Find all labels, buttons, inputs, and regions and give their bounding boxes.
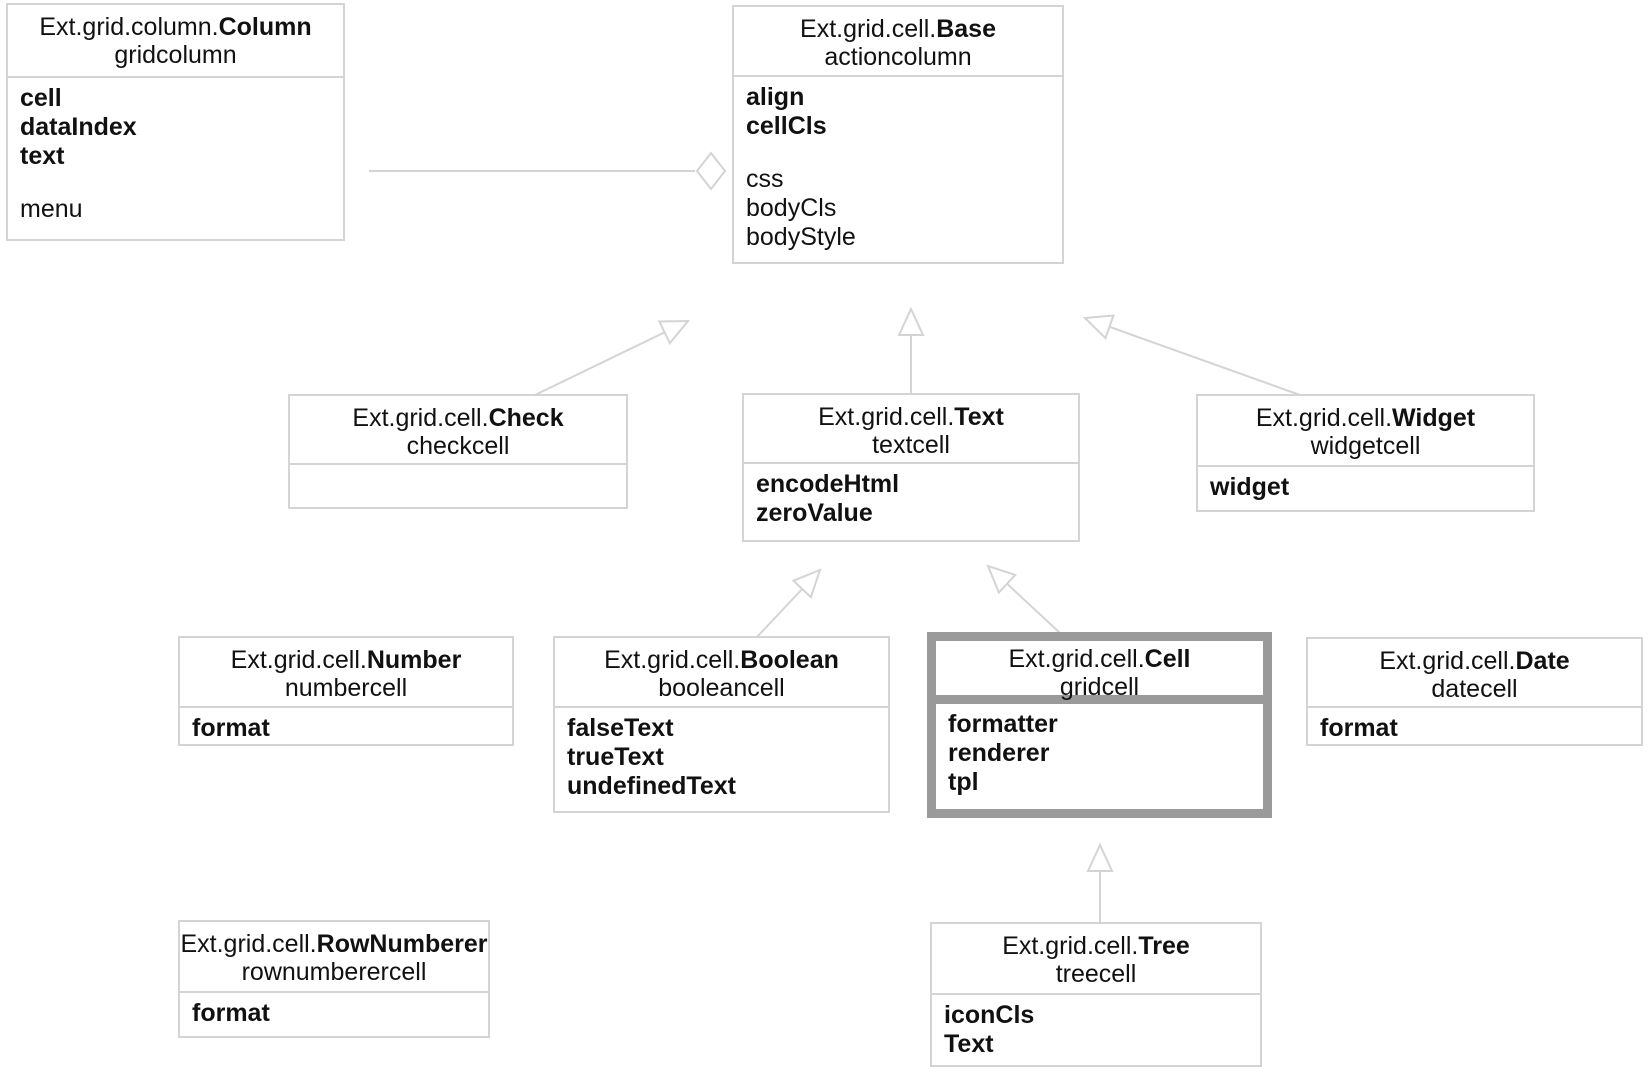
class-title — [932, 932, 1260, 960]
class-box-base[interactable] — [732, 5, 1064, 264]
class-name: Date — [1515, 647, 1570, 675]
class-title — [180, 930, 488, 958]
class-header — [744, 395, 1078, 464]
member-gap — [746, 141, 1052, 165]
member-text[interactable]: text — [20, 142, 65, 170]
class-xtype: datecell — [1431, 675, 1518, 703]
class-box-column[interactable] — [6, 3, 345, 241]
class-name: Cell — [1144, 645, 1191, 673]
class-title — [180, 646, 512, 674]
member-format[interactable]: format — [192, 714, 270, 742]
inheritance-arrow-cell-text — [988, 566, 1060, 633]
inheritance-arrow-boolean-text — [757, 570, 820, 637]
class-namespace: Ext.grid.cell. — [352, 404, 489, 432]
class-header — [936, 641, 1263, 704]
class-title — [734, 15, 1062, 43]
class-header — [932, 924, 1260, 995]
member-dataindex[interactable]: dataIndex — [20, 113, 137, 141]
class-xtype: textcell — [872, 431, 950, 459]
class-box-widget[interactable] — [1196, 394, 1535, 512]
class-namespace: Ext.grid.cell. — [818, 403, 955, 431]
class-members — [555, 708, 888, 801]
class-header — [180, 638, 512, 708]
class-box-date[interactable] — [1306, 637, 1643, 746]
class-name: RowNumberer — [316, 930, 488, 958]
class-members — [1308, 708, 1641, 743]
class-header — [290, 396, 626, 465]
class-namespace: Ext.grid.cell. — [1255, 404, 1393, 432]
class-title — [555, 646, 888, 674]
class-name: Base — [936, 15, 996, 43]
class-name: Number — [366, 646, 462, 674]
member-falsetext[interactable]: falseText — [567, 714, 674, 742]
class-members — [180, 993, 488, 1028]
member-encodehtml[interactable]: encodeHtml — [756, 470, 900, 498]
class-name: Widget — [1392, 404, 1476, 432]
class-title — [1198, 404, 1533, 432]
inheritance-arrow-widget-base — [1085, 318, 1300, 395]
class-xtype: widgetcell — [1310, 432, 1421, 460]
class-members — [8, 78, 343, 224]
class-xtype: checkcell — [406, 432, 510, 460]
member-tpl[interactable]: tpl — [948, 768, 979, 796]
member-iconcls[interactable]: iconCls — [944, 1001, 1035, 1029]
class-xtype: booleancell — [658, 674, 785, 702]
member-bodystyle[interactable]: bodyStyle — [746, 223, 856, 251]
member-undefinedtext[interactable]: undefinedText — [567, 772, 736, 800]
class-xtype: rownumberercell — [241, 958, 427, 986]
class-title — [8, 13, 343, 41]
class-xtype: numbercell — [284, 674, 408, 702]
member-bodycls[interactable]: bodyCls — [746, 194, 837, 222]
member-menu[interactable]: menu — [20, 195, 83, 223]
class-namespace: Ext.grid.column. — [39, 13, 219, 41]
class-box-boolean[interactable] — [553, 636, 890, 813]
class-header — [1308, 639, 1641, 708]
member-truetext[interactable]: trueText — [567, 743, 664, 771]
member-widget[interactable]: widget — [1210, 473, 1290, 501]
class-namespace: Ext.grid.cell. — [1008, 645, 1145, 673]
class-members — [290, 465, 626, 471]
class-namespace: Ext.grid.cell. — [230, 646, 367, 674]
class-members — [1198, 467, 1533, 502]
class-members — [932, 995, 1260, 1059]
class-namespace: Ext.grid.cell. — [1379, 647, 1516, 675]
class-members — [936, 704, 1263, 797]
class-members — [744, 464, 1078, 528]
class-name: Check — [488, 404, 564, 432]
class-header — [1198, 396, 1533, 467]
class-members — [180, 708, 512, 743]
member-align[interactable]: align — [746, 83, 805, 111]
class-box-number[interactable] — [178, 636, 514, 746]
class-name: Column — [218, 13, 312, 41]
class-namespace: Ext.grid.cell. — [180, 930, 317, 958]
class-namespace: Ext.grid.cell. — [800, 15, 937, 43]
class-xtype: gridcell — [1059, 673, 1140, 701]
class-title — [1308, 647, 1641, 675]
class-namespace: Ext.grid.cell. — [1002, 932, 1139, 960]
member-renderer[interactable]: renderer — [948, 739, 1050, 767]
class-box-tree[interactable] — [930, 922, 1262, 1067]
member-text[interactable]: Text — [944, 1030, 994, 1058]
member-zerovalue[interactable]: zeroValue — [756, 499, 873, 527]
class-name: Tree — [1138, 932, 1190, 960]
class-title — [744, 403, 1078, 431]
member-cell[interactable]: cell — [20, 84, 62, 112]
class-header — [8, 5, 343, 78]
class-header — [555, 638, 888, 708]
member-formatter[interactable]: formatter — [948, 710, 1058, 738]
class-xtype: treecell — [1055, 960, 1137, 988]
member-gap — [20, 171, 333, 195]
member-css[interactable]: css — [746, 165, 784, 193]
class-title — [936, 645, 1263, 673]
class-xtype: actioncolumn — [824, 43, 972, 71]
class-box-text[interactable] — [742, 393, 1080, 542]
class-box-cell-selected[interactable] — [927, 632, 1272, 818]
class-title — [290, 404, 626, 432]
class-xtype: gridcolumn — [114, 41, 237, 69]
member-cellcls[interactable]: cellCls — [746, 112, 827, 140]
inheritance-arrow-check-base — [535, 321, 688, 395]
member-format[interactable]: format — [192, 999, 270, 1027]
class-header — [734, 7, 1062, 77]
aggregation-diamond-icon — [697, 153, 725, 189]
member-format[interactable]: format — [1320, 714, 1398, 742]
class-header — [180, 922, 488, 993]
class-name: Boolean — [740, 646, 839, 674]
class-box-check[interactable] — [288, 394, 628, 509]
class-name: Text — [954, 403, 1004, 431]
class-members — [734, 77, 1062, 252]
class-namespace: Ext.grid.cell. — [604, 646, 741, 674]
class-box-rownumberer[interactable] — [178, 920, 490, 1038]
